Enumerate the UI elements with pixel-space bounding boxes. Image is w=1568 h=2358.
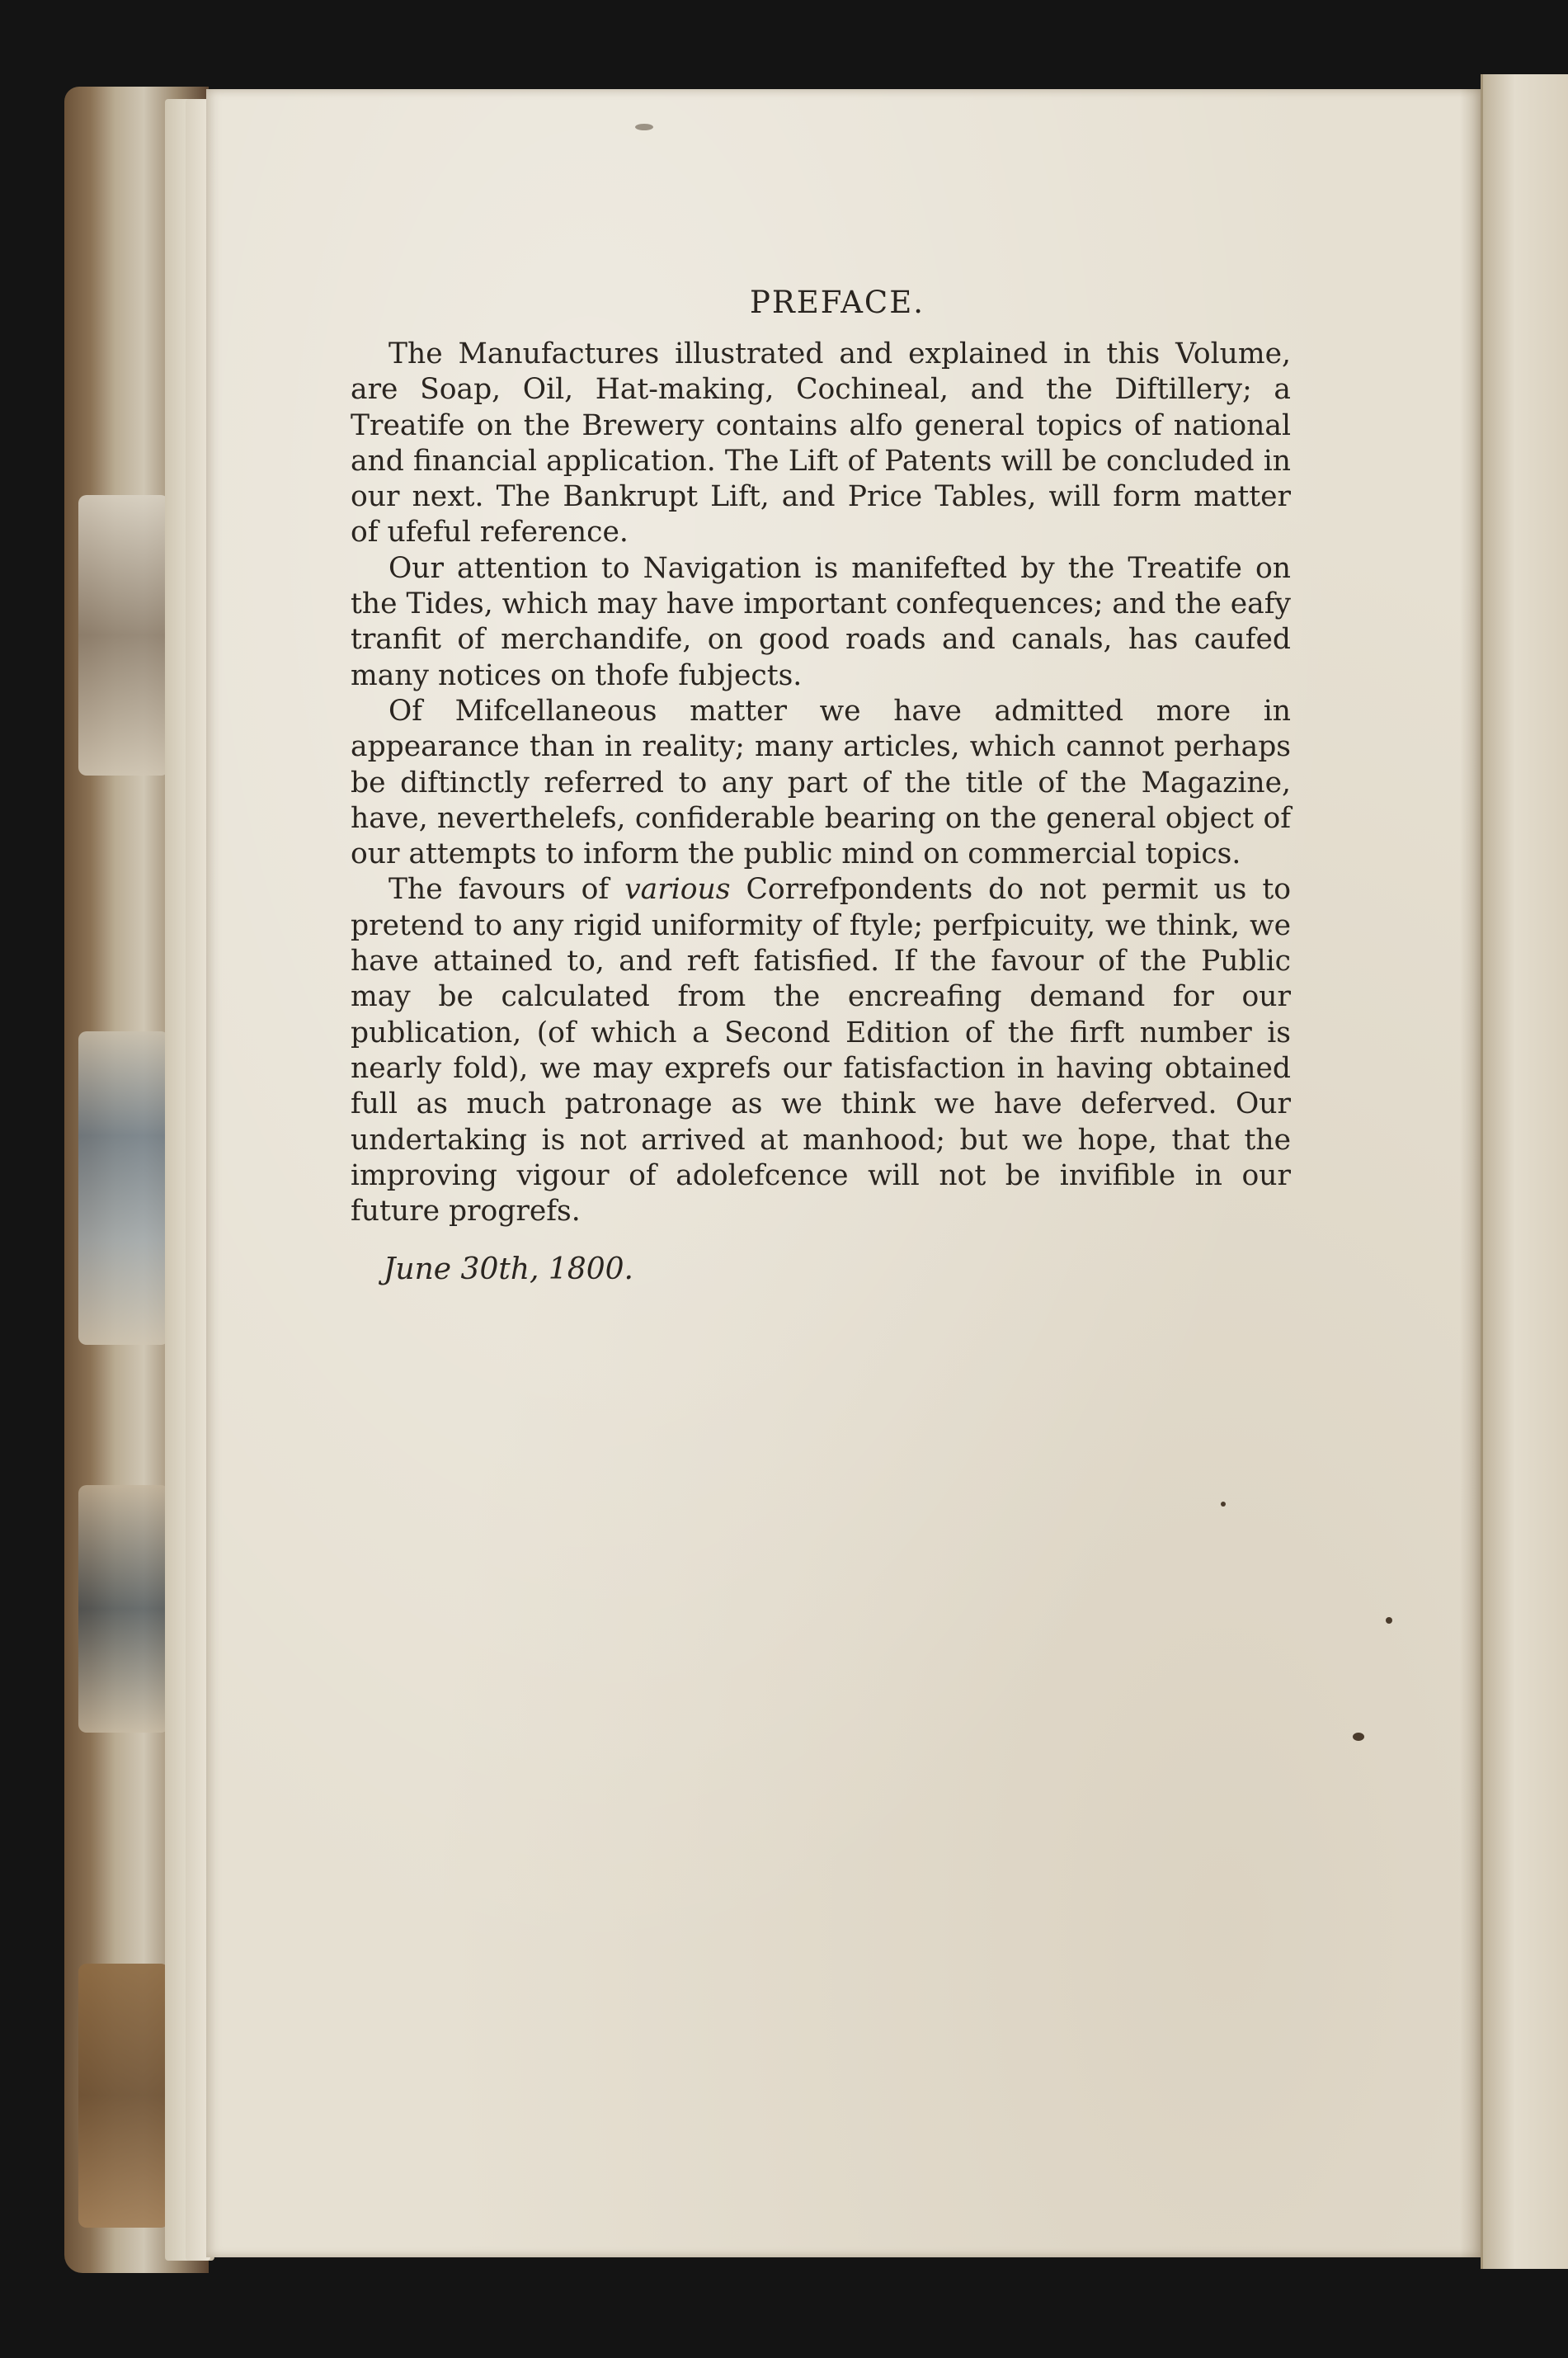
- paragraph-text: Correfpondents do not permit us to pretend to any rigid uniformity of ftyle; perfpicuity, we think, we have attained to, and reft fatisfied. If the favour of the Public may be calculated from the encreafing demand for our publication, (of which a Second Edition of the firft number is nearly fold), we may exprefs our fatisfaction in having obtained full as much patronage as we think we have deferved. Our undertaking is not arrived at manhood; but we hope, that the improving vigour of adolefcence will not be invifible in our future progrefs.: [351, 873, 1291, 1229]
- dateline: June 30th, 1800.: [384, 1252, 633, 1287]
- paragraph: [351, 694, 1291, 872]
- paragraph-text: Of Mifcellaneous matter we have admitted more in appearance than in reality; many articles, which cannot perhaps be diftinctly referred to any part of the title of the Magazine, have, neverthelefs, confiderable bearing on the general object of our attempts to inform the public mind on commercial topics.: [351, 694, 1291, 871]
- foxing-spot: [1221, 1502, 1226, 1507]
- preface-text: [351, 285, 1291, 1286]
- paragraph-text: The favours of: [388, 873, 625, 907]
- worn-binding-patch: [78, 1964, 169, 2228]
- paragraph-text: Our attention to Navigation is manifefted by the Treatife on the Tides, which may have important confequences; and the eafy tranfit of merchandife, on good roads and canals, has caufed many notices on thofe fubjects.: [351, 551, 1291, 692]
- paragraph: [351, 337, 1291, 551]
- facing-page-edge: [1481, 74, 1568, 2269]
- foxing-spot: [635, 124, 653, 130]
- worn-binding-patch: [78, 1031, 169, 1345]
- worn-binding-patch: [78, 495, 169, 776]
- foxing-spot: [1353, 1733, 1364, 1741]
- worn-binding-patch: [78, 1485, 169, 1733]
- paragraph-italic: various: [624, 873, 731, 907]
- paragraph: [351, 551, 1291, 694]
- paragraph: [351, 872, 1291, 1229]
- paragraph-text: The Manufactures illustrated and explained in this Volume, are Soap, Oil, Hat-making, Cochineal, and the Diftillery; a Treatife on the Brewery contains alfo general topics of national and financial application. The Lift of Patents will be concluded in our next. The Bankrupt Lift, and Price Tables, will form matter of ufeful reference.: [351, 337, 1291, 549]
- page-heading: PREFACE.: [749, 285, 925, 320]
- foxing-spot: [1386, 1617, 1392, 1624]
